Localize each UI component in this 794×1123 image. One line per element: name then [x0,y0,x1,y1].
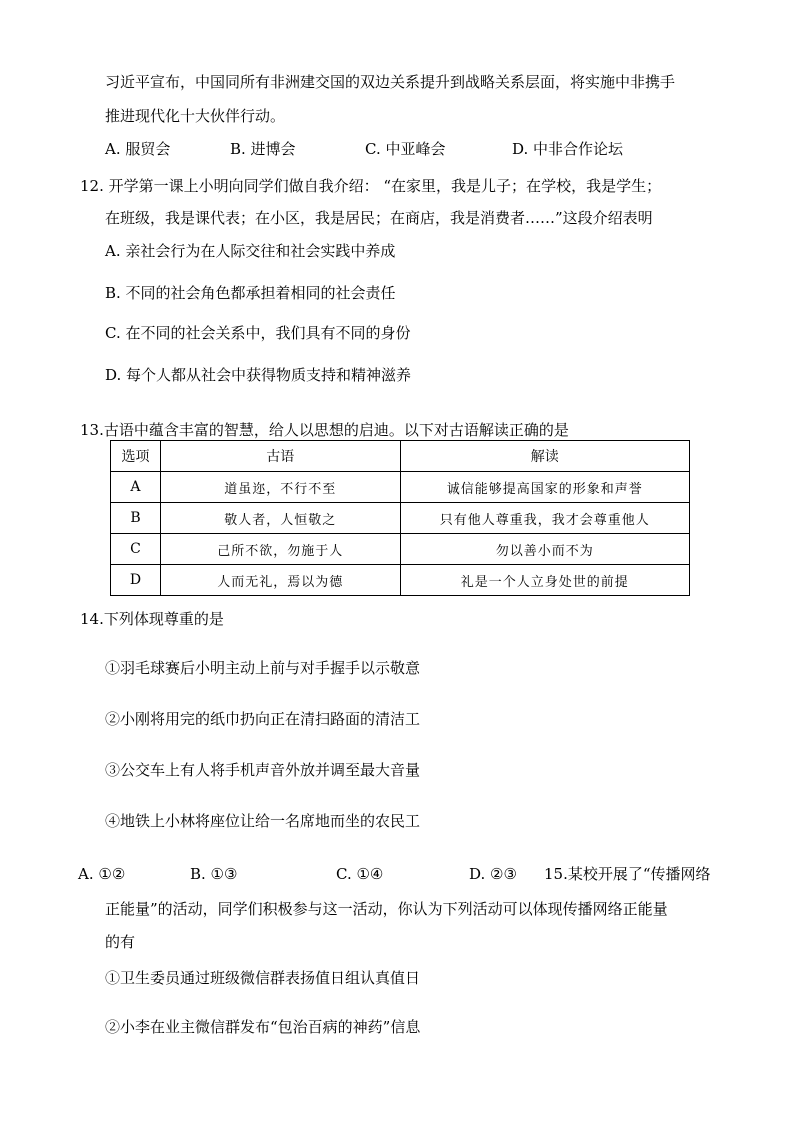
q11-option-a: A. 服贸会 [105,140,171,158]
q13-row-a-interpretation: 诚信能够提高国家的形象和声誉 [400,472,690,503]
q14-item-2: ②小刚将用完的纸巾扔向正在清扫路面的清洁工 [105,710,421,728]
q15-item-2: ②小李在业主微信群发布“包治百病的神药”信息 [105,1018,421,1036]
q13-row-d-interpretation: 礼是一个人立身处世的前提 [400,565,690,596]
q13-row-c-interpretation: 勿以善小而不为 [400,534,690,565]
q13-header-interpretation: 解读 [400,441,690,472]
q12-stem-line1: 12. 开学第一课上小明向同学们做自我介绍： “在家里，我是儿子；在学校，我是学生； [80,177,662,195]
q13-table-row [111,565,690,596]
q14-option-d: D. ②③ [469,865,517,883]
q13-header-option: 选项 [111,441,161,472]
q15-item-1: ①卫生委员通过班级微信群表扬值日组认真值日 [105,969,421,987]
q13-stem: 13.古语中蕴含丰富的智慧，给人以思想的启迪。以下对古语解读正确的是 [80,421,569,439]
q14-stem: 14.下列体现尊重的是 [80,610,224,628]
q13-row-b-saying: 敬人者，人恒敬之 [160,503,400,534]
q14-item-3: ③公交车上有人将手机声音外放并调至最大音量 [105,761,421,779]
q11-option-b: B. 进博会 [230,140,296,158]
q12-option-a: A. 亲社会行为在人际交往和社会实践中养成 [105,242,396,260]
q14-item-4: ④地铁上小林将座位让给一名席地而坐的农民工 [105,812,421,830]
q13-table-row [111,472,690,503]
q11-option-d: D. 中非合作论坛 [512,140,624,158]
q13-row-a-option: A [111,472,161,503]
q11-stem-line2: 推进现代化十大伙伴行动。 [105,107,286,125]
q15-stem-line3: 的有 [105,933,136,951]
q13-row-d-option: D [111,565,161,596]
q13-row-b-option: B [111,503,161,534]
q12-option-b: B. 不同的社会角色都承担着相同的社会责任 [105,284,396,302]
q13-row-d-saying: 人而无礼，焉以为德 [160,565,400,596]
q14-option-b: B. ①③ [190,865,238,883]
q13-row-c-saying: 己所不欲，勿施于人 [160,534,400,565]
q14-option-a: A. ①② [78,865,126,883]
q13-header-saying: 古语 [160,441,400,472]
q12-option-c: C. 在不同的社会关系中，我们具有不同的身份 [105,324,411,342]
q13-row-c-option: C [111,534,161,565]
q13-table-row [111,503,690,534]
q13-row-a-saying: 道虽迩，不行不至 [160,472,400,503]
q11-option-c: C. 中亚峰会 [365,140,446,158]
q12-stem-line2: 在班级，我是课代表；在小区，我是居民；在商店，我是消费者……”这段介绍表明 [105,209,653,227]
q15-stem-line2: 正能量”的活动，同学们积极参与这一活动，你认为下列活动可以体现传播网络正能量 [105,900,668,918]
q14-option-c: C. ①④ [336,865,384,883]
q12-option-d: D. 每个人都从社会中获得物质支持和精神滋养 [105,366,412,384]
q11-stem-line1: 习近平宣布，中国同所有非洲建交国的双边关系提升到战略关系层面，将实施中非携手 [105,73,676,91]
q13-row-b-interpretation: 只有他人尊重我，我才会尊重他人 [400,503,690,534]
q13-table-header [111,441,690,472]
q14-item-1: ①羽毛球赛后小明主动上前与对手握手以示敬意 [105,659,421,677]
q13-table [110,440,690,596]
q15-stem-line1: 15.某校开展了“传播网络 [544,865,711,883]
q13-table-row [111,534,690,565]
